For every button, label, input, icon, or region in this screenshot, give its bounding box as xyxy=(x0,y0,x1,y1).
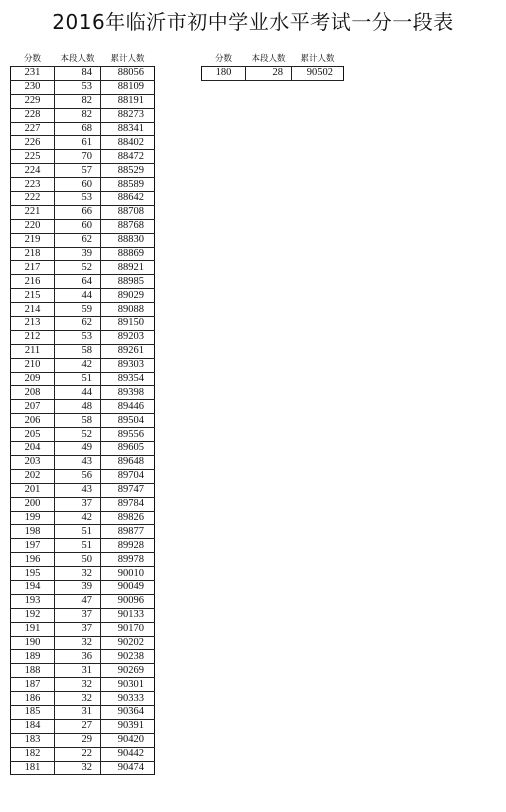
score-cell: 225 xyxy=(11,150,55,164)
table-row xyxy=(11,511,155,525)
header-score: 分数 xyxy=(214,54,232,64)
count-cell: 36 xyxy=(55,650,101,664)
score-cell: 228 xyxy=(11,108,55,122)
cumulative-cell: 88869 xyxy=(101,247,155,261)
cumulative-cell: 89203 xyxy=(101,330,155,344)
count-cell: 57 xyxy=(55,164,101,178)
cumulative-cell: 90010 xyxy=(101,567,155,581)
cumulative-cell: 89605 xyxy=(101,442,155,456)
table-row xyxy=(11,497,155,511)
score-cell: 184 xyxy=(11,719,55,733)
count-cell: 39 xyxy=(55,247,101,261)
table-row xyxy=(11,344,155,358)
cumulative-cell: 88921 xyxy=(101,261,155,275)
count-cell: 49 xyxy=(55,442,101,456)
count-cell: 44 xyxy=(55,289,101,303)
cumulative-cell: 88589 xyxy=(101,178,155,192)
cumulative-cell: 88191 xyxy=(101,94,155,108)
count-cell: 66 xyxy=(55,205,101,219)
table-row xyxy=(11,233,155,247)
count-cell: 70 xyxy=(55,150,101,164)
cumulative-cell: 89784 xyxy=(101,497,155,511)
cumulative-cell: 88273 xyxy=(101,108,155,122)
score-cell: 180 xyxy=(202,67,246,81)
table-row xyxy=(11,192,155,206)
score-cell: 183 xyxy=(11,733,55,747)
cumulative-cell: 88642 xyxy=(101,192,155,206)
cumulative-cell: 88768 xyxy=(101,219,155,233)
count-cell: 43 xyxy=(55,483,101,497)
score-cell: 191 xyxy=(11,622,55,636)
cumulative-cell: 89261 xyxy=(101,344,155,358)
score-cell: 188 xyxy=(11,664,55,678)
table-row xyxy=(11,205,155,219)
count-cell: 82 xyxy=(55,108,101,122)
table-row xyxy=(11,469,155,483)
table-row xyxy=(11,108,155,122)
count-cell: 32 xyxy=(55,692,101,706)
cumulative-cell: 89704 xyxy=(101,469,155,483)
score-cell: 197 xyxy=(11,539,55,553)
header-cumulative: 累计人数 xyxy=(300,54,335,64)
table-row xyxy=(202,67,344,81)
score-cell: 189 xyxy=(11,650,55,664)
cumulative-cell: 89928 xyxy=(101,539,155,553)
table-row xyxy=(11,386,155,400)
table-row xyxy=(11,289,155,303)
cumulative-cell: 90133 xyxy=(101,608,155,622)
cumulative-cell: 89556 xyxy=(101,428,155,442)
count-cell: 42 xyxy=(55,358,101,372)
score-cell: 204 xyxy=(11,442,55,456)
score-cell: 201 xyxy=(11,483,55,497)
count-cell: 32 xyxy=(55,678,101,692)
header-count: 本段人数 xyxy=(60,54,95,64)
cumulative-cell: 89354 xyxy=(101,372,155,386)
cumulative-cell: 89088 xyxy=(101,303,155,317)
score-cell: 229 xyxy=(11,94,55,108)
count-cell: 32 xyxy=(55,636,101,650)
count-cell: 58 xyxy=(55,344,101,358)
table-row xyxy=(11,525,155,539)
score-cell: 194 xyxy=(11,580,55,594)
count-cell: 32 xyxy=(55,761,101,775)
count-cell: 31 xyxy=(55,664,101,678)
score-cell: 182 xyxy=(11,747,55,761)
score-cell: 216 xyxy=(11,275,55,289)
cumulative-cell: 89747 xyxy=(101,483,155,497)
cumulative-cell: 90502 xyxy=(292,67,344,81)
table-row xyxy=(11,678,155,692)
score-cell: 208 xyxy=(11,386,55,400)
cumulative-cell: 88529 xyxy=(101,164,155,178)
table-header-row xyxy=(202,53,344,67)
cumulative-cell: 90269 xyxy=(101,664,155,678)
score-cell: 186 xyxy=(11,692,55,706)
table-row xyxy=(11,553,155,567)
score-cell: 214 xyxy=(11,303,55,317)
count-cell: 37 xyxy=(55,622,101,636)
score-cell: 185 xyxy=(11,705,55,719)
table-row xyxy=(11,178,155,192)
cumulative-cell: 89826 xyxy=(101,511,155,525)
count-cell: 64 xyxy=(55,275,101,289)
score-cell: 220 xyxy=(11,219,55,233)
cumulative-cell: 89029 xyxy=(101,289,155,303)
score-cell: 199 xyxy=(11,511,55,525)
table-row xyxy=(11,303,155,317)
score-cell: 192 xyxy=(11,608,55,622)
cumulative-cell: 88341 xyxy=(101,122,155,136)
score-cell: 217 xyxy=(11,261,55,275)
score-cell: 198 xyxy=(11,525,55,539)
table-row xyxy=(11,455,155,469)
score-cell: 203 xyxy=(11,455,55,469)
score-cell: 195 xyxy=(11,567,55,581)
count-cell: 56 xyxy=(55,469,101,483)
count-cell: 39 xyxy=(55,580,101,594)
score-cell: 213 xyxy=(11,317,55,331)
table-row xyxy=(11,580,155,594)
cumulative-cell: 89978 xyxy=(101,553,155,567)
count-cell: 51 xyxy=(55,539,101,553)
score-table-left-body xyxy=(11,67,155,775)
cumulative-cell: 90391 xyxy=(101,719,155,733)
table-row xyxy=(11,80,155,94)
score-cell: 211 xyxy=(11,344,55,358)
score-cell: 206 xyxy=(11,414,55,428)
score-cell: 219 xyxy=(11,233,55,247)
page-title: 2016年临沂市初中学业水平考试一分一段表 xyxy=(52,10,454,34)
score-cell: 212 xyxy=(11,330,55,344)
score-cell: 221 xyxy=(11,205,55,219)
table-row xyxy=(11,400,155,414)
table-row xyxy=(11,164,155,178)
count-cell: 32 xyxy=(55,567,101,581)
count-cell: 51 xyxy=(55,372,101,386)
score-cell: 218 xyxy=(11,247,55,261)
table-row xyxy=(11,428,155,442)
score-cell: 200 xyxy=(11,497,55,511)
table-row xyxy=(11,692,155,706)
count-cell: 42 xyxy=(55,511,101,525)
cumulative-cell: 90096 xyxy=(101,594,155,608)
table-row xyxy=(11,705,155,719)
table-row xyxy=(11,358,155,372)
score-cell: 202 xyxy=(11,469,55,483)
score-cell: 223 xyxy=(11,178,55,192)
table-row xyxy=(11,219,155,233)
table-row xyxy=(11,442,155,456)
count-cell: 31 xyxy=(55,705,101,719)
count-cell: 47 xyxy=(55,594,101,608)
table-row xyxy=(11,414,155,428)
score-table-right xyxy=(201,53,344,81)
score-cell: 207 xyxy=(11,400,55,414)
table-row xyxy=(11,636,155,650)
cumulative-cell: 88109 xyxy=(101,80,155,94)
count-cell: 60 xyxy=(55,219,101,233)
count-cell: 28 xyxy=(246,67,292,81)
cumulative-cell: 89877 xyxy=(101,525,155,539)
table-row xyxy=(11,372,155,386)
count-cell: 44 xyxy=(55,386,101,400)
score-cell: 193 xyxy=(11,594,55,608)
score-cell: 205 xyxy=(11,428,55,442)
table-row xyxy=(11,136,155,150)
count-cell: 29 xyxy=(55,733,101,747)
cumulative-cell: 89648 xyxy=(101,455,155,469)
count-cell: 50 xyxy=(55,553,101,567)
table-row xyxy=(11,608,155,622)
cumulative-cell: 90170 xyxy=(101,622,155,636)
cumulative-cell: 90333 xyxy=(101,692,155,706)
count-cell: 52 xyxy=(55,428,101,442)
cumulative-cell: 90364 xyxy=(101,705,155,719)
count-cell: 53 xyxy=(55,192,101,206)
count-cell: 52 xyxy=(55,261,101,275)
count-cell: 37 xyxy=(55,497,101,511)
score-cell: 224 xyxy=(11,164,55,178)
table-row xyxy=(11,94,155,108)
count-cell: 53 xyxy=(55,80,101,94)
cumulative-cell: 90238 xyxy=(101,650,155,664)
table-row xyxy=(11,650,155,664)
score-cell: 222 xyxy=(11,192,55,206)
header-score: 分数 xyxy=(23,54,41,64)
count-cell: 61 xyxy=(55,136,101,150)
score-cell: 181 xyxy=(11,761,55,775)
cumulative-cell: 88830 xyxy=(101,233,155,247)
table-row xyxy=(11,122,155,136)
cumulative-cell: 88985 xyxy=(101,275,155,289)
table-row xyxy=(11,150,155,164)
cumulative-cell: 90202 xyxy=(101,636,155,650)
table-row xyxy=(11,567,155,581)
table-row xyxy=(11,733,155,747)
cumulative-cell: 90301 xyxy=(101,678,155,692)
cumulative-cell: 89398 xyxy=(101,386,155,400)
cumulative-cell: 89504 xyxy=(101,414,155,428)
table-row xyxy=(11,594,155,608)
count-cell: 62 xyxy=(55,317,101,331)
score-cell: 226 xyxy=(11,136,55,150)
count-cell: 37 xyxy=(55,608,101,622)
cumulative-cell: 89446 xyxy=(101,400,155,414)
table-row xyxy=(11,317,155,331)
score-cell: 190 xyxy=(11,636,55,650)
count-cell: 59 xyxy=(55,303,101,317)
count-cell: 58 xyxy=(55,414,101,428)
count-cell: 27 xyxy=(55,719,101,733)
count-cell: 48 xyxy=(55,400,101,414)
table-row xyxy=(11,761,155,775)
cumulative-cell: 88056 xyxy=(101,67,155,81)
table-row xyxy=(11,719,155,733)
table-row xyxy=(11,747,155,761)
table-row xyxy=(11,275,155,289)
cumulative-cell: 90474 xyxy=(101,761,155,775)
count-cell: 43 xyxy=(55,455,101,469)
count-cell: 60 xyxy=(55,178,101,192)
cumulative-cell: 90049 xyxy=(101,580,155,594)
table-row xyxy=(11,247,155,261)
cumulative-cell: 88708 xyxy=(101,205,155,219)
table-row xyxy=(11,330,155,344)
table-row xyxy=(11,539,155,553)
score-cell: 231 xyxy=(11,67,55,81)
count-cell: 22 xyxy=(55,747,101,761)
table-row xyxy=(11,664,155,678)
cumulative-cell: 89150 xyxy=(101,317,155,331)
header-cumulative: 累计人数 xyxy=(110,54,145,64)
score-table-right-body xyxy=(202,67,344,81)
cumulative-cell: 88472 xyxy=(101,150,155,164)
table-row xyxy=(11,622,155,636)
score-cell: 187 xyxy=(11,678,55,692)
cumulative-cell: 89303 xyxy=(101,358,155,372)
table-row xyxy=(11,67,155,81)
score-table-left xyxy=(10,53,155,775)
count-cell: 84 xyxy=(55,67,101,81)
score-cell: 230 xyxy=(11,80,55,94)
table-row xyxy=(11,261,155,275)
score-cell: 209 xyxy=(11,372,55,386)
count-cell: 68 xyxy=(55,122,101,136)
count-cell: 82 xyxy=(55,94,101,108)
cumulative-cell: 90442 xyxy=(101,747,155,761)
score-cell: 227 xyxy=(11,122,55,136)
score-cell: 210 xyxy=(11,358,55,372)
cumulative-cell: 88402 xyxy=(101,136,155,150)
count-cell: 53 xyxy=(55,330,101,344)
table-header-row xyxy=(11,53,155,67)
score-cell: 196 xyxy=(11,553,55,567)
header-count: 本段人数 xyxy=(251,54,286,64)
score-cell: 215 xyxy=(11,289,55,303)
table-row xyxy=(11,483,155,497)
count-cell: 51 xyxy=(55,525,101,539)
count-cell: 62 xyxy=(55,233,101,247)
cumulative-cell: 90420 xyxy=(101,733,155,747)
